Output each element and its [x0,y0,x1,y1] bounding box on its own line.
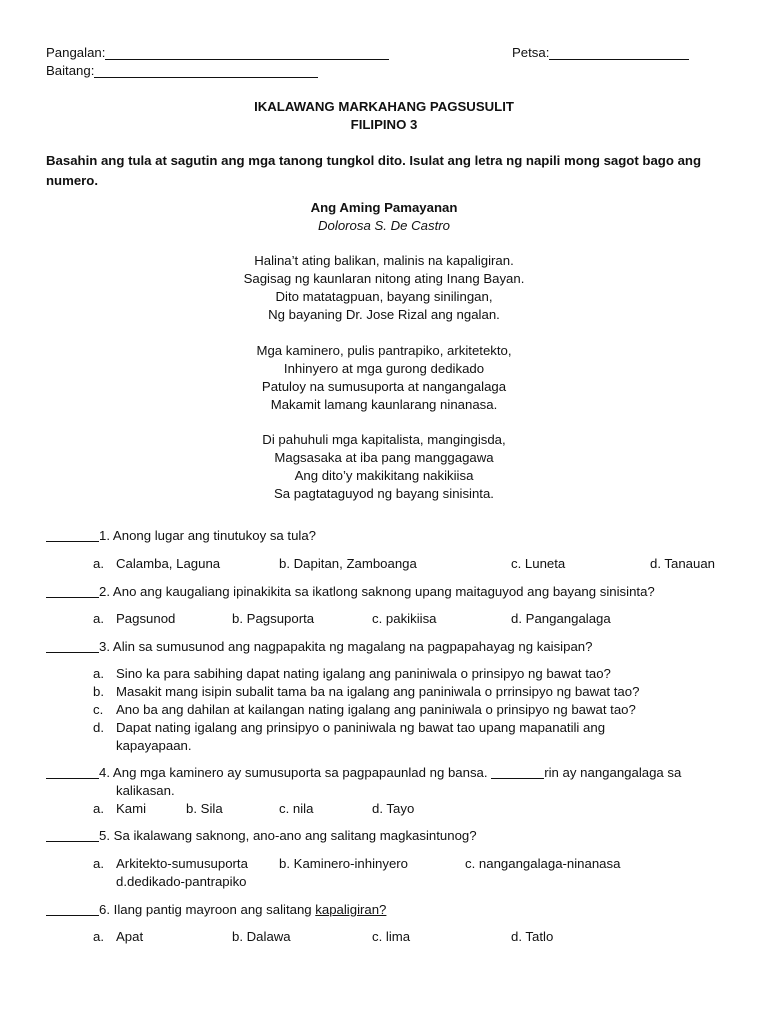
option-2d: d. Pangangalaga [511,611,611,626]
option-6c: c. lima [372,929,411,944]
poem-line: Halina’t ating balikan, malinis na kapaligiran. [254,253,514,268]
option-3a: Sino ka para sabihing dapat nating igalang ang paniniwala o prinsipyo ng bawat tao? [116,666,611,681]
grade-blank[interactable] [94,63,318,78]
option-4c: c. nila [279,801,314,816]
poem-line: Patuloy na sumusuporta at nangangalaga [261,379,507,394]
answer-blank-6[interactable] [46,902,99,916]
option-4b: b. Sila [186,801,223,816]
option-1c: c. Luneta [511,556,566,571]
option-2c: c. pakikiisa [372,611,437,626]
option-6a: Apat [116,929,144,944]
name-label: Pangalan: [46,45,106,60]
poem-line: Mga kaminero, pulis pantrapiko, arkitetekto, [256,343,512,358]
option-marker: b. [93,684,104,699]
option-3b: Masakit mang isipin subalit tama ba na igalang ang paniniwala o prrinsipyo ng bawat tao? [116,684,640,699]
option-marker: a. [93,556,104,571]
option-marker: a. [93,801,104,816]
option-5c: c. nangangalaga-ninanasa [465,856,621,871]
option-4a: Kami [116,801,147,816]
question-2-stem: 2. Ano ang kaugaliang ipinakikita sa ikatlong saknong upang maitaguyod ang bayang sinisinta? [99,584,655,599]
option-1a: Calamba, Laguna [116,556,221,571]
option-3c: Ano ba ang dahilan at kailangan nating igalang ang paniniwala o prinsipyo ng bawat tao? [116,702,636,717]
poem-line: Ang dito’y makikitang nakikiisa [294,468,474,483]
question-6-underlined-word: kapaligiran? [315,902,387,917]
option-5b: b. Kaminero-inhinyero [279,856,409,871]
question-4 [46,764,681,782]
option-1b: b. Dapitan, Zamboanga [279,556,417,571]
option-marker: c. [93,702,104,717]
answer-blank-3[interactable] [46,639,99,653]
question-5 [46,827,477,845]
option-marker: a. [93,856,104,871]
grade-label: Baitang: [46,63,95,78]
question-2 [46,583,655,601]
poem-title: Ang Aming Pamayanan [310,200,458,215]
option-marker: a. [93,611,104,626]
poem-line: Inhinyero at mga gurong dedikado [283,361,485,376]
option-3d: Dapat nating igalang ang prinsipyo o paniniwala ng bawat tao upang mapanatili ang [116,720,606,735]
option-6d: d. Tatlo [511,929,554,944]
poem-line: Di pahuhuli mga kapitalista, mangingisda, [262,432,506,447]
name-field [46,44,389,62]
question-4-stem-a: 4. Ang mga kaminero ay sumusuporta sa pagpapaunlad ng bansa. [99,765,488,780]
question-3-stem: 3. Alin sa sumusunod ang nagpapakita ng magalang na pagpapahayag ng kaisipan? [99,639,593,654]
answer-blank-4[interactable] [46,765,99,779]
question-6-stem: 6. Ilang pantig mayroon ang salitang [99,902,316,917]
poem-author: Dolorosa S. De Castro [318,218,450,233]
question-3 [46,638,592,656]
question-4-stem-b: rin ay nangangalaga sa [544,765,682,780]
exam-subject: FILIPINO 3 [350,117,418,132]
date-blank[interactable] [549,45,689,60]
date-label: Petsa: [512,45,550,60]
option-marker: a. [93,929,104,944]
answer-blank-5[interactable] [46,828,99,842]
option-5a: Arkitekto-sumusuporta [116,856,248,871]
option-marker: a. [93,666,104,681]
option-3d-cont: kapayapaan. [116,738,192,753]
option-6b: b. Dalawa [232,929,291,944]
option-marker: d. [93,720,104,735]
question-5-stem: 5. Sa ikalawang saknong, ano-ano ang salitang magkasintunog? [99,828,477,843]
option-5d: d.dedikado-pantrapiko [116,874,247,889]
date-field [512,44,689,62]
answer-blank-1[interactable] [46,528,99,542]
option-4d: d. Tayo [372,801,415,816]
option-2a: Pagsunod [116,611,176,626]
question-1 [46,527,316,545]
grade-field [46,62,318,80]
poem-line: Sa pagtataguyod ng bayang sinisinta. [274,486,494,501]
poem-line: Magsasaka at iba pang manggagawa [274,450,494,465]
inline-blank-4[interactable] [491,765,544,779]
question-1-stem: 1. Anong lugar ang tinutukoy sa tula? [99,528,317,543]
exam-title: IKALAWANG MARKAHANG PAGSUSULIT [254,99,514,114]
option-2b: b. Pagsuporta [232,611,315,626]
poem-line: Ng bayaning Dr. Jose Rizal ang ngalan. [268,307,500,322]
question-4-stem-c: kalikasan. [116,783,175,798]
answer-blank-2[interactable] [46,584,99,598]
poem-line: Makamit lamang kaunlarang ninanasa. [270,397,498,412]
name-blank[interactable] [105,45,389,60]
poem-line: Dito matatagpuan, bayang sinilingan, [275,289,493,304]
instructions: Basahin ang tula at sagutin ang mga tanong tungkol dito. Isulat ang letra ng napili mong sagot bago ang numero. [46,153,702,188]
question-6 [46,901,386,919]
option-1d: d. Tanauan [650,556,716,571]
poem-line: Sagisag ng kaunlaran nitong ating Inang Bayan. [243,271,525,286]
